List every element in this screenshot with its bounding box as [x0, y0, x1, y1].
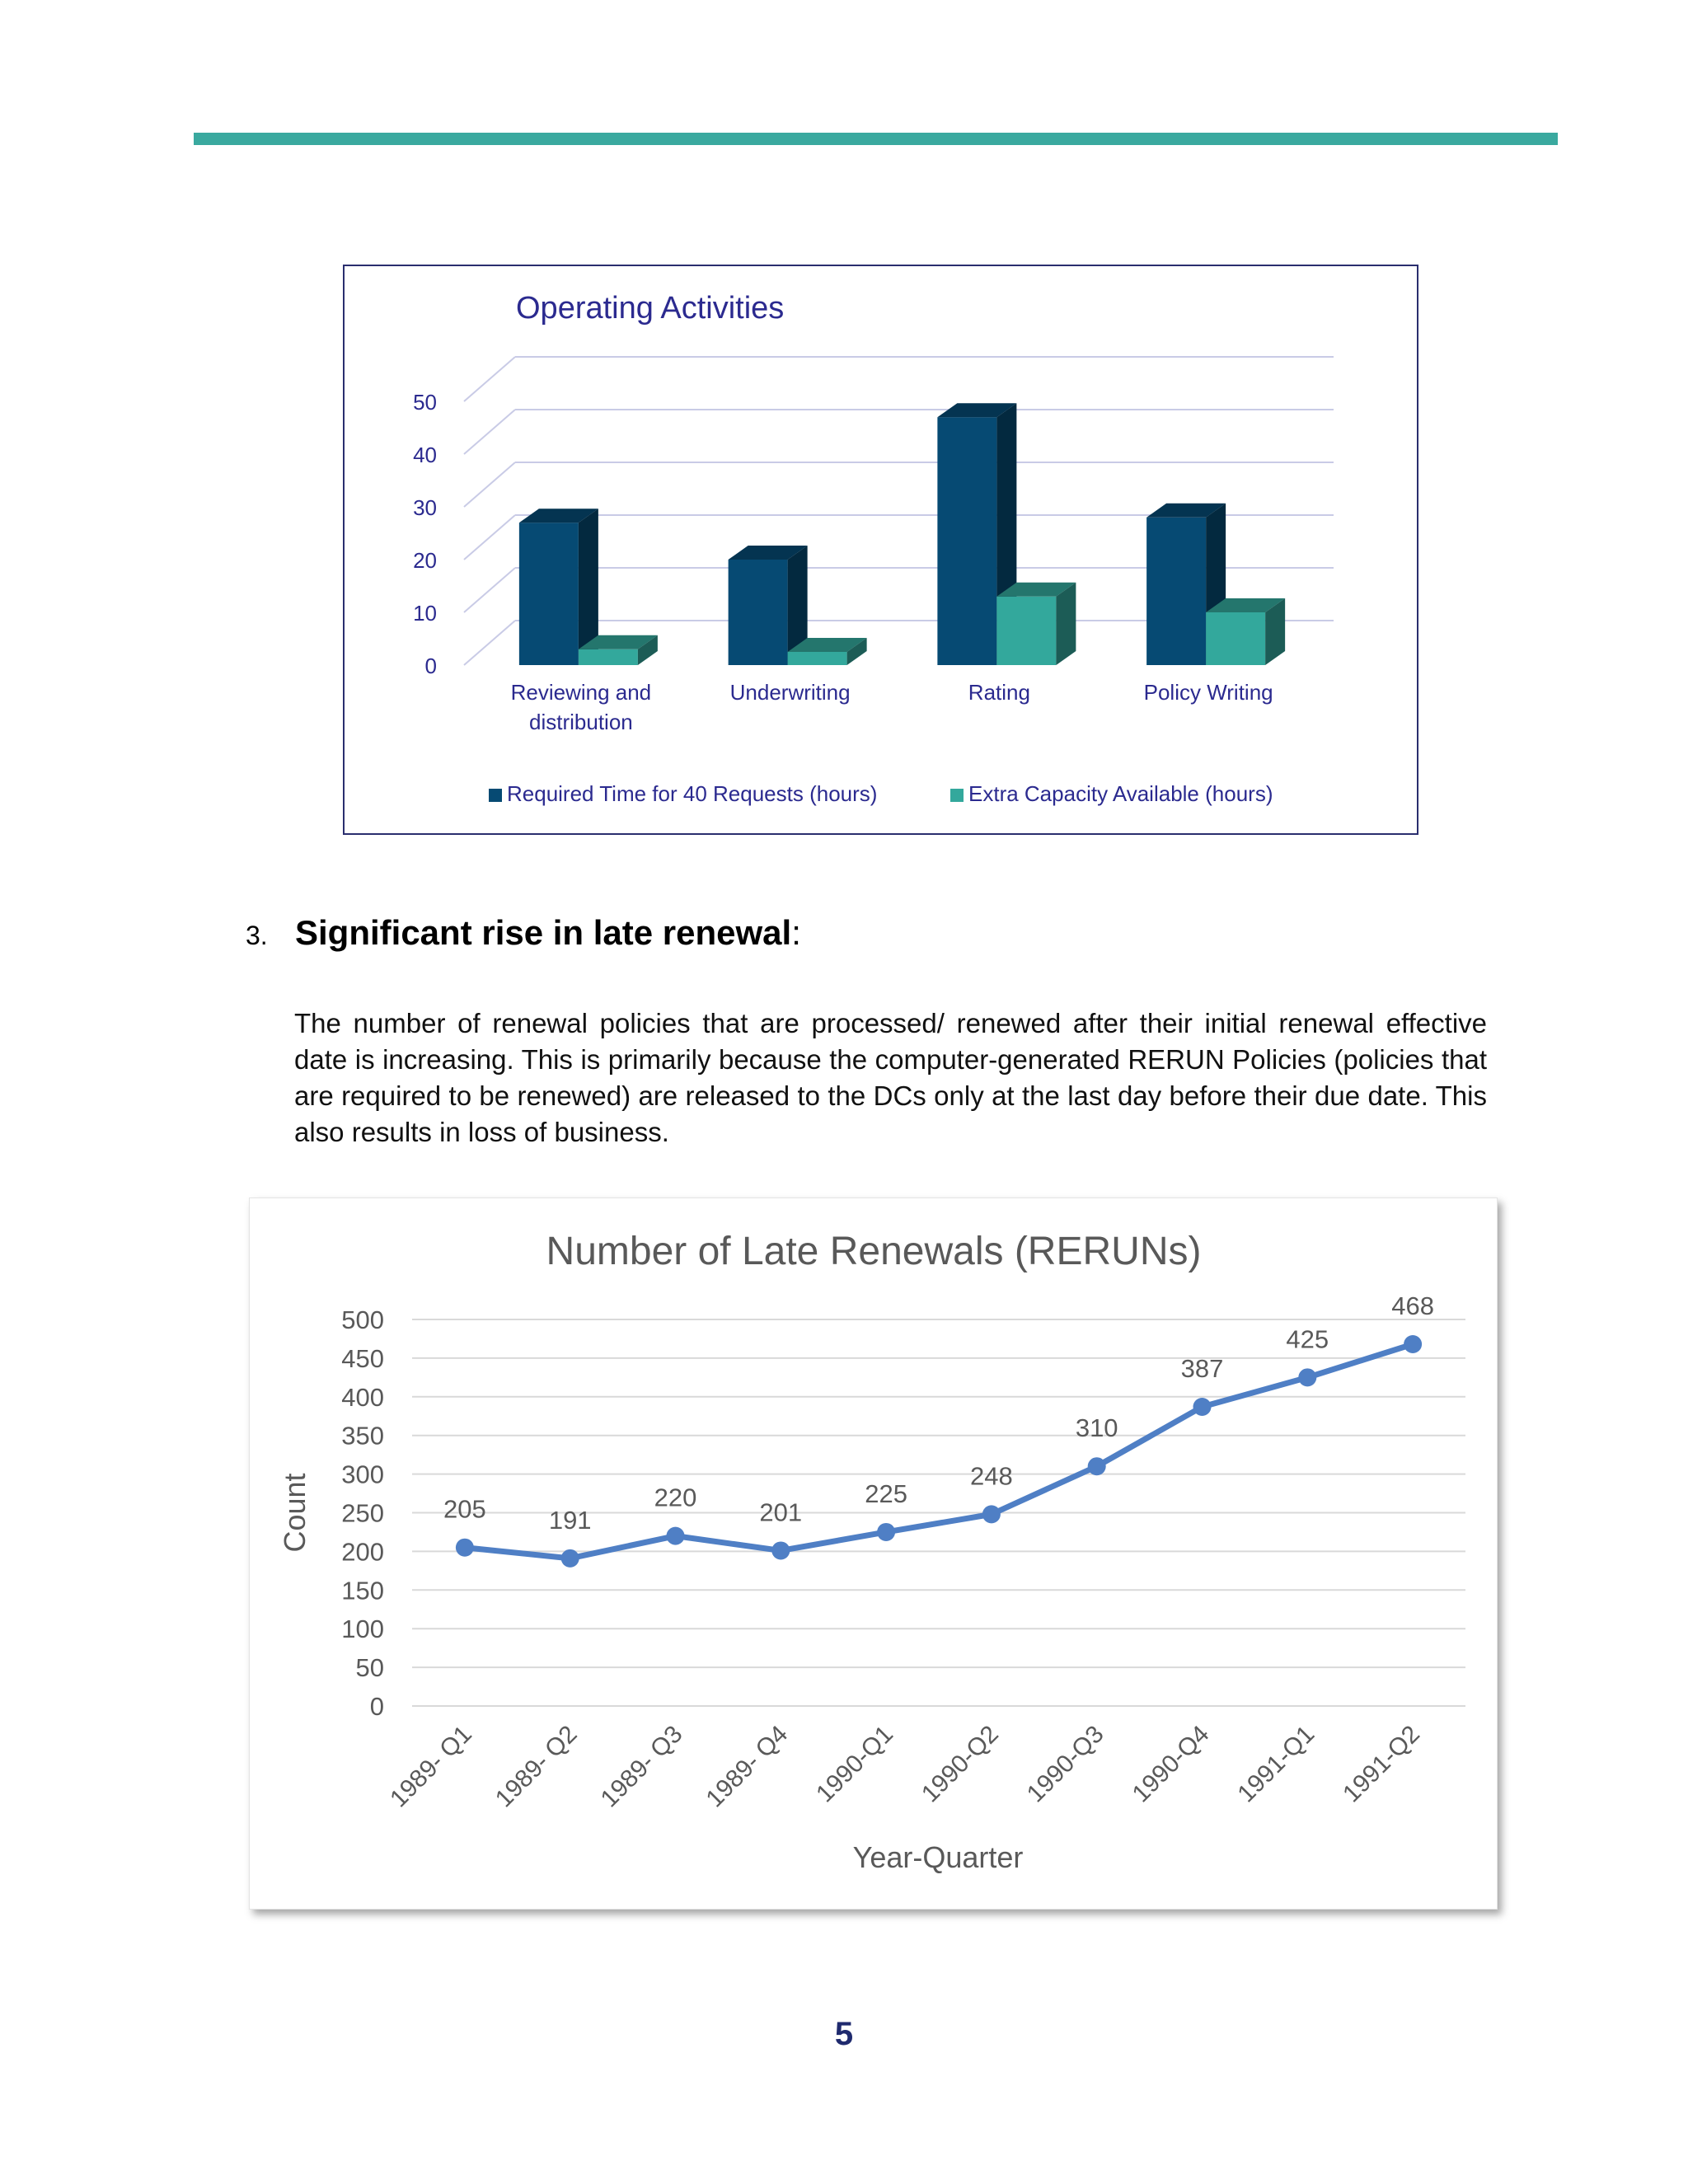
chart1-legend-label: Required Time for 40 Requests (hours)	[507, 781, 878, 806]
chart1-legend-swatch	[489, 789, 502, 802]
chart1-bar-front	[1206, 612, 1265, 665]
chart1-title: Operating Activities	[516, 291, 785, 326]
late-renewals-svg	[250, 1198, 1498, 1910]
chart1-bar-front	[579, 649, 638, 665]
chart1-bar-side	[1056, 583, 1076, 665]
chart2-data-label: 387	[1180, 1353, 1224, 1383]
chart1-ytick-label: 10	[413, 601, 437, 626]
chart2-data-label: 205	[443, 1494, 486, 1524]
chart2-data-point	[456, 1539, 474, 1557]
chart2-ytick-label: 350	[341, 1421, 384, 1451]
chart1-gridline-side	[464, 515, 515, 560]
chart2-ytick-label: 300	[341, 1460, 384, 1489]
chart2-xtick-label: 1990-Q1	[811, 1720, 899, 1808]
chart1-bar-front	[729, 560, 788, 665]
operating-activities-svg	[345, 266, 1420, 837]
chart1-ytick-label: 0	[424, 654, 437, 678]
chart1-bar-front	[937, 417, 996, 665]
chart2-title: Number of Late Renewals (RERUNs)	[546, 1230, 1202, 1273]
chart2-ytick-label: 450	[341, 1343, 384, 1373]
chart2-data-label: 468	[1391, 1291, 1434, 1321]
chart2-ytick-label: 200	[341, 1537, 384, 1567]
chart2-xtick-label: 1989- Q3	[595, 1720, 688, 1813]
chart2-data-point	[1193, 1398, 1212, 1416]
chart2-data-label: 201	[759, 1497, 803, 1527]
chart2-data-point	[1088, 1457, 1106, 1475]
chart1-category-label: distribution	[529, 710, 633, 734]
chart2-ytick-label: 50	[355, 1653, 384, 1683]
chart2-xlabel: Year-Quarter	[852, 1840, 1024, 1874]
chart1-category-label: Rating	[968, 680, 1030, 705]
chart2-series-line	[465, 1344, 1413, 1558]
page-number: 5	[834, 2016, 854, 2052]
chart2-ytick-label: 250	[341, 1498, 384, 1528]
chart1-bar-front	[519, 523, 579, 665]
chart2-data-label: 191	[548, 1505, 592, 1535]
chart2-data-label: 225	[865, 1479, 907, 1508]
chart1-category-label: Policy Writing	[1143, 680, 1273, 705]
chart2-ytick-label: 100	[341, 1615, 384, 1644]
chart2-ytick-label: 400	[341, 1382, 384, 1412]
chart1-gridline-side	[464, 357, 515, 401]
section-heading	[246, 913, 1564, 953]
chart1-legend-swatch	[950, 789, 964, 802]
late-renewals-chart	[249, 1197, 1498, 1910]
chart1-gridline-side	[464, 621, 515, 665]
chart1-ytick-label: 50	[413, 390, 437, 415]
chart2-xtick-label: 1991-Q1	[1232, 1720, 1320, 1808]
chart2-data-label: 425	[1286, 1324, 1329, 1354]
section-number: 3.	[246, 921, 268, 950]
chart2-data-point	[771, 1541, 790, 1559]
chart2-ylabel: Count	[278, 1473, 312, 1553]
chart1-legend-label: Extra Capacity Available (hours)	[968, 781, 1273, 806]
chart2-xtick-label: 1989- Q1	[385, 1720, 477, 1813]
chart1-gridline-side	[464, 410, 515, 454]
chart2-data-point	[561, 1549, 579, 1568]
chart2-data-point	[1298, 1368, 1316, 1386]
chart1-ytick-label: 30	[413, 495, 437, 520]
chart1-category-label: Reviewing and	[510, 680, 652, 705]
chart2-data-label: 310	[1075, 1413, 1118, 1443]
chart1-bar-front	[788, 652, 847, 665]
section-title: Significant rise in late renewal	[295, 913, 792, 952]
chart2-xtick-label: 1991-Q2	[1338, 1720, 1426, 1808]
chart2-data-point	[1404, 1335, 1422, 1353]
chart2-ytick-label: 150	[341, 1576, 384, 1605]
chart2-data-label: 248	[970, 1461, 1013, 1491]
chart1-bar-front	[996, 597, 1056, 665]
chart2-data-label: 220	[654, 1483, 697, 1512]
chart1-gridline-side	[464, 462, 515, 507]
chart1-category-label: Underwriting	[729, 680, 851, 705]
chart2-xtick-label: 1990-Q3	[1021, 1720, 1109, 1808]
chart2-xtick-label: 1989- Q4	[701, 1720, 794, 1813]
chart2-data-point	[982, 1505, 1001, 1523]
chart2-xtick-label: 1989- Q2	[490, 1720, 583, 1813]
chart2-ytick-label: 500	[341, 1305, 384, 1334]
operating-activities-chart	[343, 265, 1418, 835]
header-accent-rule	[194, 133, 1558, 145]
section-paragraph: The number of renewal policies that are processed/ renewed after their initial renewal effective date is increasing. This is primarily because the computer-generated RERUN Policies (policies that are required to be renewed) are released to the DCs only at the last day before their due date. This also results in loss of business.	[294, 1008, 1487, 1147]
section-title-colon: :	[791, 913, 801, 952]
chart1-ytick-label: 40	[413, 443, 437, 467]
chart2-data-point	[877, 1523, 895, 1541]
chart2-xtick-label: 1990-Q4	[1127, 1720, 1215, 1808]
chart1-bar-front	[1146, 518, 1206, 665]
chart2-data-point	[667, 1527, 685, 1545]
chart2-xtick-label: 1990-Q2	[916, 1720, 1004, 1808]
chart1-ytick-label: 20	[413, 548, 437, 573]
chart1-gridline-side	[464, 568, 515, 612]
chart2-ytick-label: 0	[369, 1692, 384, 1721]
